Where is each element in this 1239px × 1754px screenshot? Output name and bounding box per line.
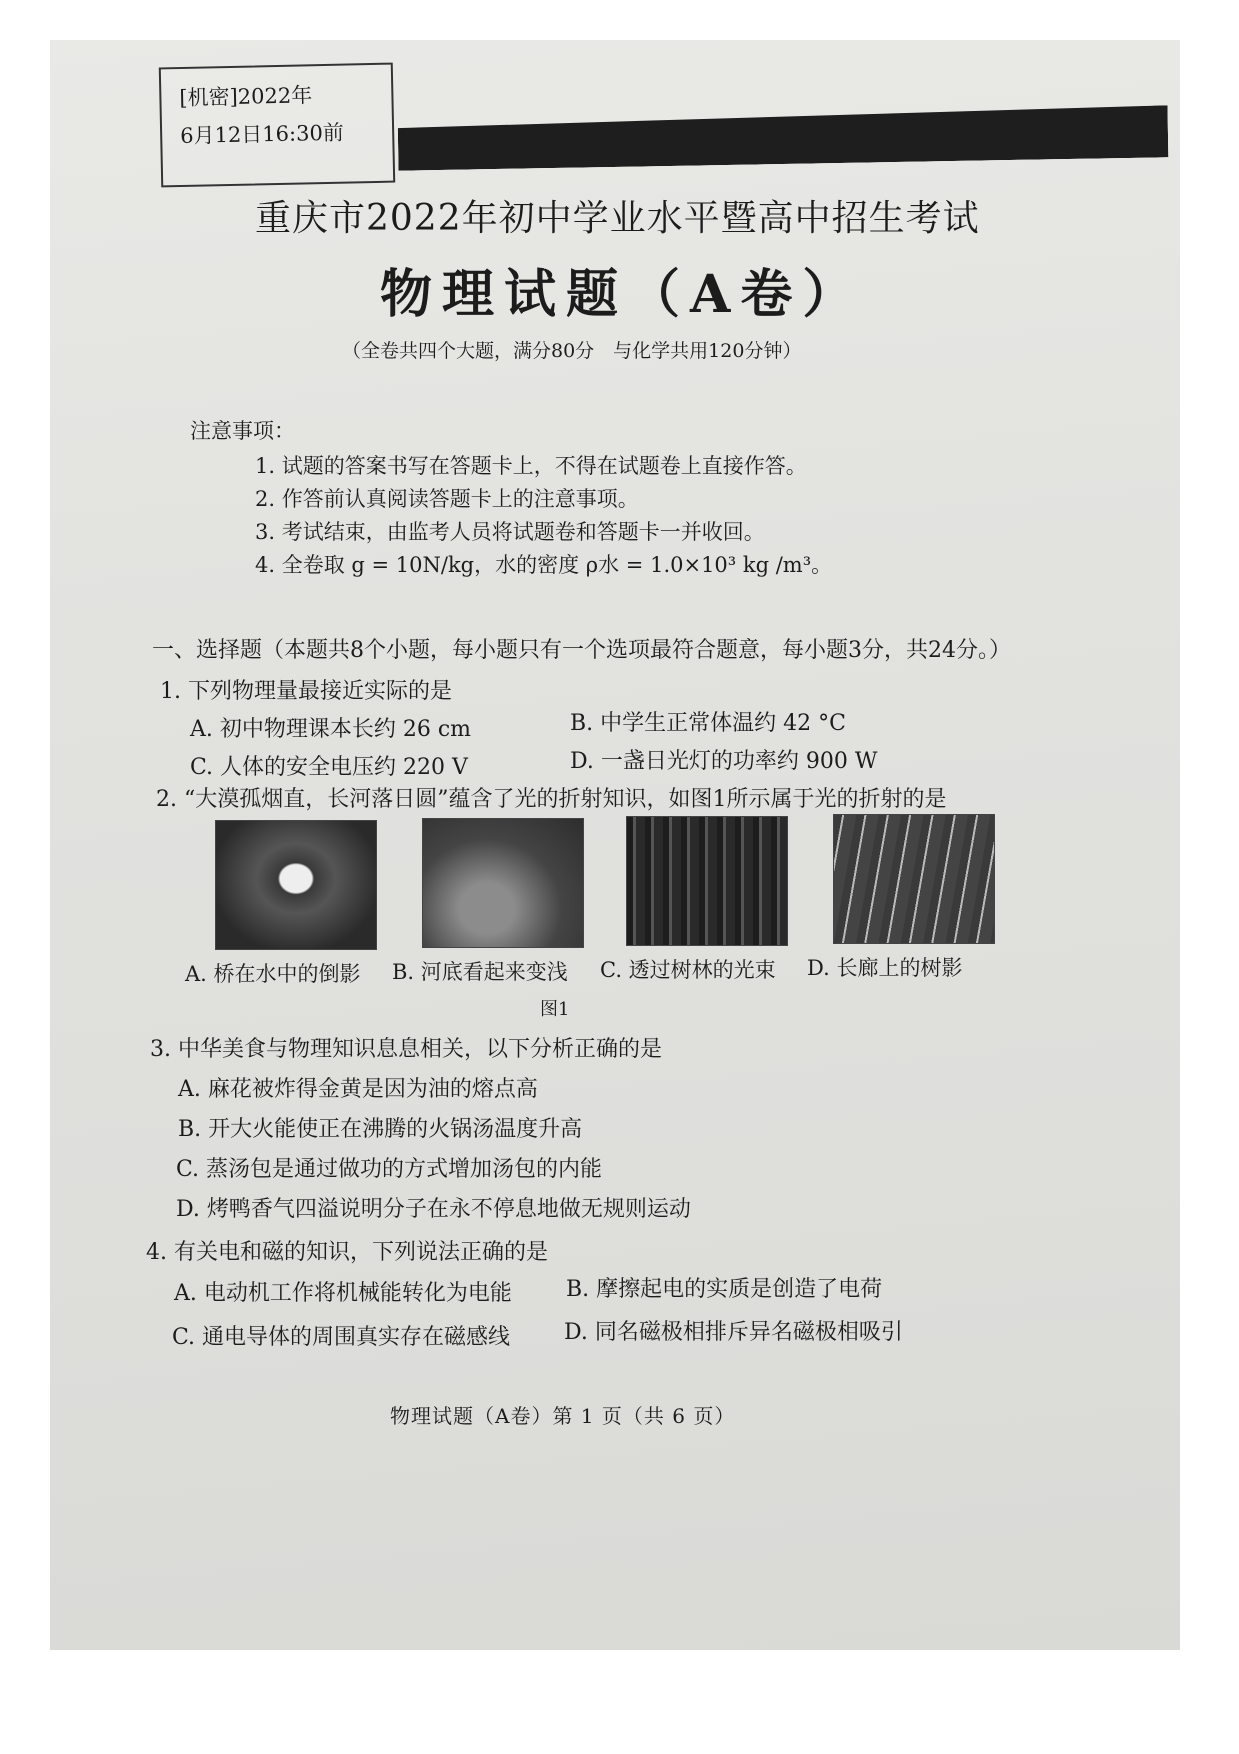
question-3-option-d: D. 烤鸭香气四溢说明分子在永不停息地做无规则运动 (176, 1197, 691, 1222)
question-3-stem: 3. 中华美食与物理知识息息相关，以下分析正确的是 (150, 1037, 662, 1062)
paper-title: 物理试题（A卷） (380, 264, 865, 325)
question-1-option-a: A. 初中物理课本长约 26 cm (190, 717, 472, 742)
confidential-stamp-box (159, 63, 395, 188)
question-2-stem: 2. “大漠孤烟直，长河落日圆”蕴含了光的折射知识，如图1所示属于光的折射的是 (156, 787, 947, 812)
notice-title: 注意事项： (190, 419, 295, 443)
question-4-option-d: D. 同名磁极相排斥异名磁极相吸引 (564, 1320, 903, 1345)
section-one-heading: 一、选择题（本题共8个小题，每小题只有一个选项最符合题意，每小题3分，共24分。） (152, 638, 1011, 663)
corridor-shadow-photo (833, 814, 995, 944)
notice-item: 3. 考试结束，由监考人员将试题卷和答题卡一并收回。 (255, 520, 765, 544)
exam-scope: （全卷共四个大题，满分80分 与化学共用120分钟） (342, 340, 802, 362)
question-3-option-a: A. 麻花被炸得金黄是因为油的熔点高 (178, 1077, 538, 1102)
question-4-option-a: A. 电动机工作将机械能转化为电能 (174, 1281, 512, 1306)
question-2-caption-c: C. 透过树林的光束 (600, 958, 776, 982)
notice-item: 1. 试题的答案书写在答题卡上，不得在试题卷上直接作答。 (255, 454, 807, 478)
question-1-option-c: C. 人体的安全电压约 220 V (190, 755, 468, 780)
forest-light-photo (626, 816, 788, 946)
question-4-option-b: B. 摩擦起电的实质是创造了电荷 (566, 1277, 883, 1302)
question-4-stem: 4. 有关电和磁的知识，下列说法正确的是 (146, 1240, 548, 1265)
question-1-option-b: B. 中学生正常体温约 42 °C (570, 711, 846, 736)
header-black-band (398, 105, 1169, 170)
question-2-caption-a: A. 桥在水中的倒影 (185, 962, 361, 986)
question-3-option-b: B. 开大火能使正在沸腾的火锅汤温度升高 (178, 1117, 583, 1142)
notice-item: 2. 作答前认真阅读答题卡上的注意事项。 (255, 487, 639, 511)
confidential-line-1: [机密]2022年 (179, 83, 313, 111)
question-2-caption-d: D. 长廊上的树影 (807, 956, 963, 980)
page-footer: 物理试题（A卷）第 1 页（共 6 页） (390, 1404, 736, 1428)
question-1-option-d: D. 一盏日光灯的功率约 900 W (570, 749, 878, 774)
question-1-stem: 1. 下列物理量最接近实际的是 (160, 679, 452, 704)
question-4-option-c: C. 通电导体的周围真实存在磁感线 (172, 1325, 511, 1350)
riverbed-photo (422, 818, 584, 948)
notice-item: 4. 全卷取 g = 10N/kg，水的密度 ρ水 = 1.0×10³ kg /m³。 (255, 553, 833, 577)
bridge-reflection-photo (215, 820, 377, 950)
exam-heading: 重庆市2022年初中学业水平暨高中招生考试 (255, 198, 980, 239)
exam-paper (50, 40, 1180, 1650)
question-2-caption-b: B. 河底看起来变浅 (392, 960, 568, 984)
figure-1-label: 图1 (540, 999, 570, 1020)
question-3-option-c: C. 蒸汤包是通过做功的方式增加汤包的内能 (176, 1157, 603, 1182)
confidential-line-2: 6月12日16:30前 (179, 120, 345, 149)
